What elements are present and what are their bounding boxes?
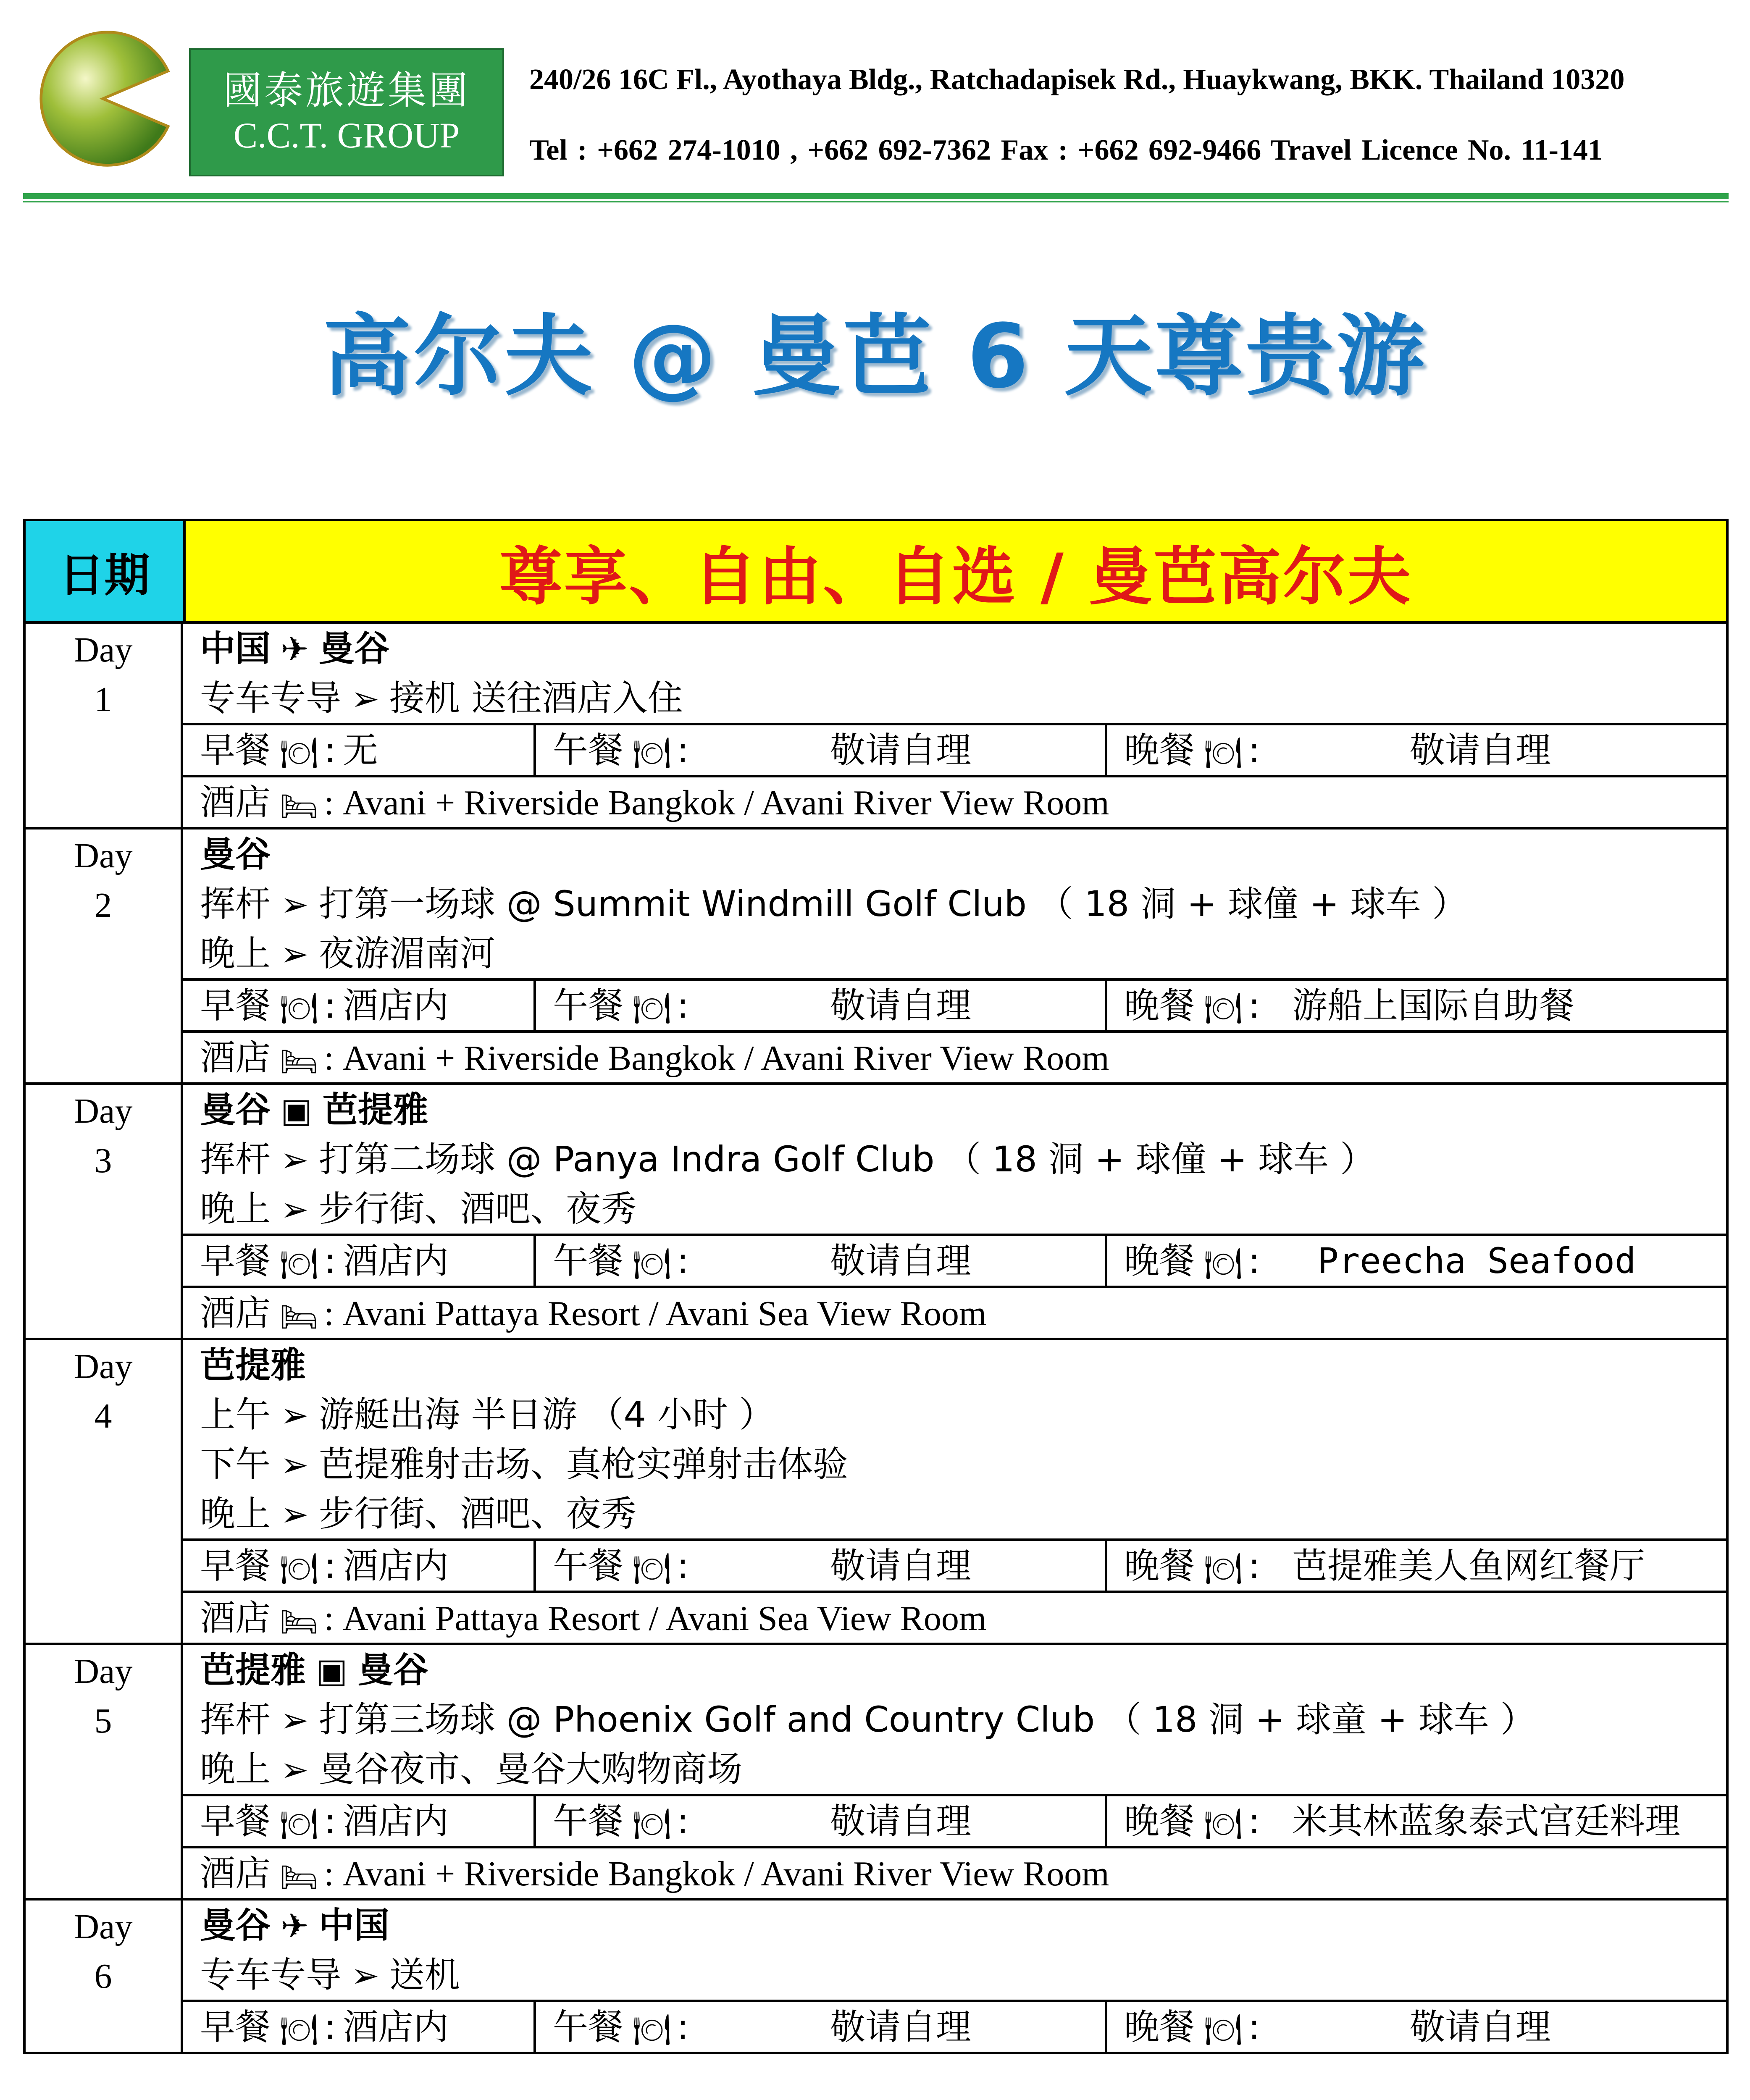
meals-row	[183, 723, 1726, 775]
activity-line	[183, 1950, 1726, 2000]
lunch-cell	[536, 725, 1107, 775]
dinner-cell	[1107, 725, 1726, 775]
activity-time: 晚上	[200, 1493, 271, 1534]
dining-icon: 🍽	[280, 735, 318, 771]
hotel-row	[183, 1591, 1726, 1643]
logo-english-name: C.C.T. GROUP	[233, 115, 460, 156]
day-word: Day	[74, 836, 133, 875]
colon: :	[324, 2006, 336, 2048]
day-number: 1	[94, 680, 112, 719]
lunch-label: 午餐	[553, 2006, 624, 2048]
activity-time: 专车专导	[200, 1954, 342, 1995]
dinner-label: 晚餐	[1124, 1545, 1195, 1586]
breakfast-cell	[183, 981, 536, 1030]
breakfast-label: 早餐	[200, 1240, 271, 1281]
dinner-value: Preecha Seafood	[1317, 1240, 1636, 1281]
lunch-label: 午餐	[553, 730, 624, 771]
day-number: 5	[94, 1701, 112, 1740]
lunch-value: 敬请自理	[830, 1240, 972, 1281]
colon: :	[324, 1599, 334, 1638]
activity-desc: 步行街、酒吧、夜秀	[319, 1188, 637, 1229]
route-to: 芭提雅	[322, 1089, 428, 1130]
activity-line	[183, 1489, 1726, 1538]
dinner-label: 晚餐	[1124, 1801, 1195, 1842]
activity-line	[183, 1134, 1726, 1184]
breakfast-label: 早餐	[200, 985, 271, 1026]
day-body	[183, 830, 1726, 1082]
hotel-value: Avani + Riverside Bangkok / Avani River View Room	[342, 783, 1109, 822]
arrow-right-icon: ➢	[281, 1495, 309, 1534]
day-body	[183, 1900, 1726, 2052]
hotel-label: 酒店	[200, 1597, 271, 1638]
route-from: 芭提雅	[200, 1649, 306, 1690]
activity-desc: 芭提雅射击场、真枪实弹射击体验	[319, 1444, 849, 1485]
activity-line	[183, 929, 1726, 978]
day-number: 6	[94, 1957, 112, 1996]
day-body	[183, 1340, 1726, 1643]
colon: :	[677, 1240, 689, 1281]
arrow-right-icon: ➢	[351, 679, 380, 718]
hotel-row	[183, 1286, 1726, 1338]
dining-icon: 🍽	[633, 2012, 671, 2048]
company-logo-icon	[34, 29, 172, 168]
dining-icon: 🍽	[280, 1806, 318, 1842]
header-divider	[23, 193, 1729, 199]
dining-icon: 🍽	[1204, 1551, 1243, 1586]
meals-row	[183, 1794, 1726, 1846]
route-line	[183, 1645, 1726, 1695]
dinner-value: 敬请自理	[1410, 730, 1551, 771]
lunch-value: 敬请自理	[830, 730, 972, 771]
day-row	[23, 1900, 1729, 2054]
meals-row	[183, 978, 1726, 1030]
dinner-cell	[1107, 1236, 1726, 1286]
activity-time: 晚上	[200, 1748, 271, 1790]
table-header	[23, 519, 1729, 624]
dining-icon: 🍽	[633, 1551, 671, 1586]
dinner-value: 游船上国际自助餐	[1292, 985, 1575, 1026]
arrow-right-icon: ➢	[281, 1190, 309, 1229]
day-label	[26, 1645, 183, 1898]
activity-time: 挥杆	[200, 883, 271, 924]
bus-icon: ▣	[316, 1651, 348, 1690]
colon: :	[324, 1545, 336, 1586]
hotel-value: Avani Pattaya Resort / Avani Sea View Room	[342, 1294, 987, 1333]
lunch-cell	[536, 981, 1107, 1030]
route-to: 中国	[319, 1905, 390, 1946]
lunch-cell	[536, 1236, 1107, 1286]
dinner-value: 米其林蓝象泰式宫廷料理	[1292, 1801, 1681, 1842]
colon: :	[324, 985, 336, 1026]
meals-row	[183, 1234, 1726, 1286]
arrow-right-icon: ➢	[281, 1445, 309, 1484]
breakfast-value: 酒店内	[343, 1240, 449, 1281]
breakfast-cell	[183, 725, 536, 775]
route-line	[183, 1085, 1726, 1134]
colon: :	[677, 985, 689, 1026]
colon: :	[677, 1545, 689, 1586]
dinner-cell	[1107, 2002, 1726, 2052]
colon: :	[1248, 1545, 1260, 1586]
breakfast-cell	[183, 1541, 536, 1591]
dinner-label: 晚餐	[1124, 2006, 1195, 2048]
hotel-value: Avani Pattaya Resort / Avani Sea View Room	[342, 1599, 987, 1638]
hotel-value: Avani + Riverside Bangkok / Avani River View Room	[342, 1039, 1109, 1078]
lunch-label: 午餐	[553, 1545, 624, 1586]
bed-icon: 🛏	[280, 1300, 318, 1334]
bed-icon: 🛏	[280, 1605, 318, 1639]
colon: :	[324, 783, 334, 822]
breakfast-value: 无	[343, 730, 378, 771]
lunch-value: 敬请自理	[830, 985, 972, 1026]
breakfast-label: 早餐	[200, 730, 271, 771]
lunch-label: 午餐	[553, 985, 624, 1026]
company-contact: Tel : +662 274-1010 , +662 692-7362 Fax : +662 692-9466 Travel Licence No. 11-141	[529, 134, 1603, 166]
lunch-cell	[536, 1541, 1107, 1591]
hotel-value: Avani + Riverside Bangkok / Avani River View Room	[342, 1854, 1109, 1893]
colon: :	[1248, 1801, 1260, 1842]
activity-desc: 曼谷夜市、曼谷大购物商场	[319, 1748, 743, 1790]
dining-icon: 🍽	[633, 1246, 671, 1281]
lunch-value: 敬请自理	[830, 2006, 972, 2048]
colon: :	[324, 1240, 336, 1281]
day-row	[23, 1340, 1729, 1645]
breakfast-cell	[183, 1796, 536, 1846]
lunch-cell	[536, 2002, 1107, 2052]
route-from: 芭提雅	[200, 1344, 306, 1386]
dinner-cell	[1107, 1796, 1726, 1846]
activity-time: 晚上	[200, 1188, 271, 1229]
route-from: 曼谷	[200, 834, 271, 875]
dinner-cell	[1107, 981, 1726, 1030]
activity-line	[183, 1439, 1726, 1489]
hotel-label: 酒店	[200, 1853, 271, 1894]
hotel-row	[183, 775, 1726, 827]
colon: :	[324, 1294, 334, 1333]
dining-icon: 🍽	[280, 1246, 318, 1281]
dining-icon: 🍽	[633, 990, 671, 1026]
day-word: Day	[74, 1652, 133, 1691]
activity-time: 晚上	[200, 933, 271, 974]
colon: :	[324, 1039, 334, 1078]
day-row	[23, 624, 1729, 830]
day-word: Day	[74, 630, 133, 669]
days-container	[23, 624, 1729, 2054]
dining-icon: 🍽	[1204, 735, 1243, 771]
activity-line	[183, 879, 1726, 929]
activity-desc: 打第二场球 @ Panya Indra Golf Club （ 18 洞 + 球僮 + 球车 ）	[319, 1139, 1375, 1180]
day-word: Day	[74, 1347, 133, 1386]
activity-time: 挥杆	[200, 1139, 271, 1180]
day-number: 3	[94, 1141, 112, 1180]
arrow-right-icon: ➢	[281, 1396, 309, 1435]
hotel-label: 酒店	[200, 1292, 271, 1334]
colon: :	[677, 1801, 689, 1842]
breakfast-cell	[183, 2002, 536, 2052]
colon: :	[677, 2006, 689, 2048]
dinner-value: 敬请自理	[1410, 2006, 1551, 2048]
logo-chinese-name: 國泰旅遊集團	[223, 68, 470, 113]
hotel-row	[183, 1030, 1726, 1082]
activity-time: 上午	[200, 1394, 271, 1435]
activity-line	[183, 1744, 1726, 1794]
plane-icon: ✈	[281, 630, 309, 669]
hotel-label: 酒店	[200, 1037, 271, 1078]
dinner-value: 芭提雅美人鱼网红餐厅	[1292, 1545, 1645, 1586]
plane-icon: ✈	[281, 1906, 309, 1945]
activity-desc: 夜游湄南河	[319, 933, 496, 974]
breakfast-value: 酒店内	[343, 2006, 449, 2048]
breakfast-label: 早餐	[200, 1801, 271, 1842]
day-number: 4	[94, 1396, 112, 1436]
route-to: 曼谷	[319, 628, 390, 669]
itinerary-table	[23, 519, 1729, 2054]
dining-icon: 🍽	[280, 1551, 318, 1586]
route-from: 曼谷	[200, 1905, 271, 1946]
dining-icon: 🍽	[1204, 1806, 1243, 1842]
arrow-right-icon: ➢	[281, 1140, 309, 1179]
route-from: 中国	[200, 628, 271, 669]
header-divider-thin	[23, 201, 1729, 202]
company-logo-box	[189, 48, 504, 176]
day-body	[183, 624, 1726, 827]
colon: :	[1248, 985, 1260, 1026]
lunch-label: 午餐	[553, 1240, 624, 1281]
company-address: 240/26 16C Fl., Ayothaya Bldg., Ratchadapisek Rd., Huaykwang, BKK. Thailand 10320	[529, 63, 1625, 96]
breakfast-cell	[183, 1236, 536, 1286]
day-label	[26, 1340, 183, 1643]
dinner-label: 晚餐	[1124, 1240, 1195, 1281]
dining-icon: 🍽	[280, 990, 318, 1026]
lunch-label: 午餐	[553, 1801, 624, 1842]
day-word: Day	[74, 1907, 133, 1946]
dining-icon: 🍽	[633, 1806, 671, 1842]
activity-desc: 送机	[389, 1954, 460, 1995]
arrow-right-icon: ➢	[281, 885, 309, 924]
activity-time: 下午	[200, 1444, 271, 1485]
day-body	[183, 1085, 1726, 1338]
bed-icon: 🛏	[280, 789, 318, 823]
day-row	[23, 1085, 1729, 1340]
activity-desc: 打第一场球 @ Summit Windmill Golf Club （ 18 洞 + 球僮 + 球车 ）	[319, 883, 1468, 924]
dinner-label: 晚餐	[1124, 730, 1195, 771]
day-label	[26, 1900, 183, 2052]
arrow-right-icon: ➢	[281, 1701, 309, 1740]
day-body	[183, 1645, 1726, 1898]
page-title: 高尔夫 @ 曼芭 6 天尊贵游	[323, 305, 1427, 408]
day-label	[26, 624, 183, 827]
lunch-cell	[536, 1796, 1107, 1846]
hotel-row	[183, 1846, 1726, 1898]
colon: :	[1248, 1240, 1260, 1281]
colon: :	[1248, 2006, 1260, 2048]
activity-time: 挥杆	[200, 1699, 271, 1740]
arrow-right-icon: ➢	[281, 1750, 309, 1789]
day-word: Day	[74, 1092, 133, 1131]
colon: :	[324, 730, 336, 771]
header-date: 日期	[26, 521, 186, 621]
bus-icon: ▣	[281, 1091, 313, 1130]
breakfast-label: 早餐	[200, 1545, 271, 1586]
hotel-label: 酒店	[200, 782, 271, 823]
route-line	[183, 830, 1726, 879]
colon: :	[1248, 730, 1260, 771]
meals-row	[183, 1538, 1726, 1591]
dinner-cell	[1107, 1541, 1726, 1591]
day-row	[23, 830, 1729, 1085]
arrow-right-icon: ➢	[351, 1956, 380, 1995]
day-label	[26, 830, 183, 1082]
colon: :	[324, 1854, 334, 1893]
activity-line	[183, 1390, 1726, 1439]
activity-desc: 打第三场球 @ Phoenix Golf and Country Club （ 18 洞 + 球童 + 球车 ）	[319, 1699, 1536, 1740]
activity-time: 专车专导	[200, 677, 342, 719]
route-line	[183, 624, 1726, 673]
route-line	[183, 1900, 1726, 1950]
dining-icon: 🍽	[633, 735, 671, 771]
day-label	[26, 1085, 183, 1338]
header-tour-theme: 尊享、自由、自选 / 曼芭高尔夫	[186, 521, 1726, 621]
dining-icon: 🍽	[1204, 2012, 1243, 2048]
lunch-value: 敬请自理	[830, 1545, 972, 1586]
activity-desc: 游艇出海 半日游 （4 小时 ）	[319, 1394, 775, 1435]
route-to: 曼谷	[357, 1649, 428, 1690]
route-line	[183, 1340, 1726, 1390]
lunch-value: 敬请自理	[830, 1801, 972, 1842]
activity-line	[183, 1695, 1726, 1744]
breakfast-value: 酒店内	[343, 1801, 449, 1842]
colon: :	[677, 730, 689, 771]
meals-row	[183, 2000, 1726, 2052]
activity-line	[183, 1184, 1726, 1234]
dining-icon: 🍽	[280, 2012, 318, 2048]
activity-desc: 接机 送往酒店入住	[389, 677, 683, 719]
day-number: 2	[94, 886, 112, 925]
breakfast-value: 酒店内	[343, 985, 449, 1026]
bed-icon: 🛏	[280, 1860, 318, 1894]
dining-icon: 🍽	[1204, 1246, 1243, 1281]
arrow-right-icon: ➢	[281, 934, 309, 974]
bed-icon: 🛏	[280, 1045, 318, 1079]
breakfast-label: 早餐	[200, 2006, 271, 2048]
activity-line	[183, 673, 1726, 723]
route-from: 曼谷	[200, 1089, 271, 1130]
day-row	[23, 1645, 1729, 1900]
dinner-label: 晚餐	[1124, 985, 1195, 1026]
colon: :	[324, 1801, 336, 1842]
dining-icon: 🍽	[1204, 990, 1243, 1026]
breakfast-value: 酒店内	[343, 1545, 449, 1586]
activity-desc: 步行街、酒吧、夜秀	[319, 1493, 637, 1534]
